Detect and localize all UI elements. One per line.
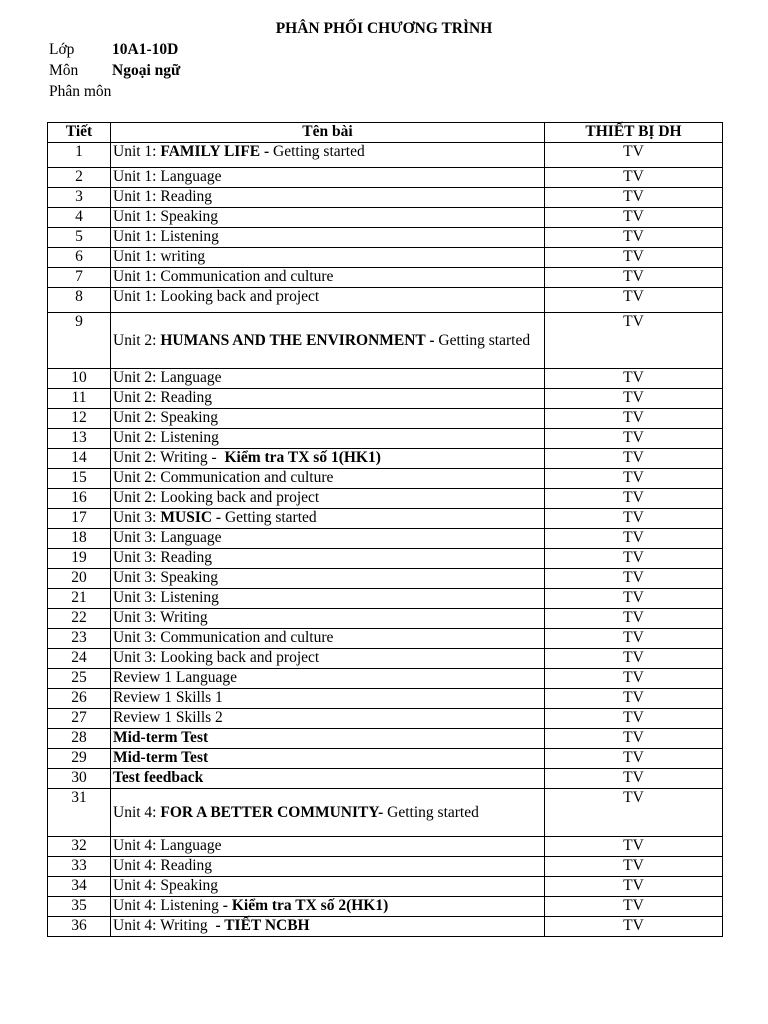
lesson-name [111,569,545,589]
lesson-name [111,143,545,168]
table-row [48,689,723,709]
period-number: 24 [48,649,111,669]
table-row [48,188,723,208]
lesson-name [111,917,545,937]
equipment: TV [545,143,723,168]
lesson-name [111,268,545,288]
period-number: 2 [48,168,111,188]
period-number: 26 [48,689,111,709]
equipment: TV [545,877,723,897]
lesson-name-part: Unit 2: Looking back and project [113,489,320,506]
lesson-name-part: Unit 3: Language [113,529,222,546]
period-number: 16 [48,489,111,509]
table-row [48,897,723,917]
table-row [48,917,723,937]
table-body [48,143,723,937]
equipment: TV [545,789,723,837]
lesson-name [111,589,545,609]
table-row [48,649,723,669]
equipment: TV [545,629,723,649]
lesson-name [111,877,545,897]
equipment: TV [545,857,723,877]
header-lesson: Tên bài [111,123,545,143]
lesson-name-part: Mid-term Test [113,729,209,746]
lesson-name [111,789,545,837]
meta-subject-value: Ngoại ngữ [112,62,181,79]
lesson-name-part: Kiểm tra TX số 1(HK1) [224,449,381,466]
lesson-name [111,409,545,429]
lesson-name [111,369,545,389]
equipment: TV [545,369,723,389]
period-number: 18 [48,529,111,549]
table-row [48,877,723,897]
lesson-name [111,609,545,629]
period-number: 25 [48,669,111,689]
lesson-name-part: Unit 2: Listening [113,429,219,446]
table-row [48,589,723,609]
table-row [48,569,723,589]
table-row [48,669,723,689]
table-row [48,709,723,729]
equipment: TV [545,168,723,188]
equipment: TV [545,917,723,937]
lesson-name [111,248,545,268]
lesson-name-part: Unit 2: Speaking [113,409,219,426]
period-number: 22 [48,609,111,629]
period-number: 14 [48,449,111,469]
table-row [48,857,723,877]
lesson-name [111,208,545,228]
lesson-name [111,749,545,769]
lesson-name [111,549,545,569]
meta-class-label: Lớp [49,41,75,58]
lesson-name-part: Unit 2: Writing - [113,449,225,466]
header-period: Tiết [48,123,111,143]
equipment: TV [545,248,723,268]
table-row [48,143,723,168]
table-header-row [48,123,723,143]
period-number: 9 [48,313,111,369]
period-number: 11 [48,389,111,409]
table-row [48,228,723,248]
equipment: TV [545,409,723,429]
period-number: 35 [48,897,111,917]
lesson-name-part: HUMANS AND THE ENVIRONMENT - [160,331,439,349]
lesson-name [111,857,545,877]
lesson-name-part: Review 1 Skills 1 [113,689,223,706]
equipment: TV [545,749,723,769]
equipment: TV [545,188,723,208]
equipment: TV [545,769,723,789]
equipment: TV [545,449,723,469]
lesson-name-part: FOR A BETTER COMMUNITY- [160,803,388,821]
period-number: 19 [48,549,111,569]
table-row [48,268,723,288]
lesson-name-part: Getting started [273,143,365,160]
period-number: 3 [48,188,111,208]
lesson-name-part: Unit 2: [113,331,161,349]
lesson-name-part: Unit 1: Communication and culture [113,268,334,285]
table-row [48,729,723,749]
lesson-name-part: Unit 1: writing [113,248,206,265]
lesson-name-part: - TIẾT NCBH [215,917,310,934]
period-number: 6 [48,248,111,268]
equipment: TV [545,288,723,313]
period-number: 12 [48,409,111,429]
period-number: 29 [48,749,111,769]
period-number: 1 [48,143,111,168]
table-row [48,789,723,837]
lesson-name [111,837,545,857]
lesson-name-part: Unit 3: [113,509,161,526]
lesson-name [111,897,545,917]
table-row [48,629,723,649]
equipment: TV [545,729,723,749]
curriculum-table [47,122,723,937]
period-number: 27 [48,709,111,729]
lesson-name-part: Unit 3: Reading [113,549,213,566]
lesson-name-part: FAMILY LIFE - [160,143,274,160]
table-row [48,469,723,489]
lesson-name-part: Unit 4: Writing [113,917,216,934]
meta-subsubject [49,82,112,102]
table-row [48,369,723,389]
lesson-name-part: Getting started [387,803,479,821]
document-title: PHÂN PHỐI CHƯƠNG TRÌNH [275,20,493,37]
meta-subsubject-label: Phân môn [49,83,112,100]
equipment: TV [545,313,723,369]
period-number: 32 [48,837,111,857]
lesson-name [111,449,545,469]
lesson-name [111,313,545,369]
lesson-name-part: Unit 4: Reading [113,857,213,874]
table-row [48,288,723,313]
equipment: TV [545,589,723,609]
lesson-name-part: Unit 2: Language [113,369,222,386]
lesson-name-part: Unit 1: Listening [113,228,219,245]
period-number: 30 [48,769,111,789]
lesson-name [111,509,545,529]
lesson-name [111,188,545,208]
table-row [48,749,723,769]
period-number: 33 [48,857,111,877]
table-row [48,549,723,569]
equipment: TV [545,228,723,248]
lesson-name-part: Review 1 Language [113,669,237,686]
lesson-name [111,629,545,649]
lesson-name-part: Unit 3: Writing [113,609,208,626]
table-row [48,248,723,268]
table-row [48,208,723,228]
lesson-name [111,469,545,489]
equipment: TV [545,649,723,669]
lesson-name-part: Unit 4: [113,803,161,821]
equipment: TV [545,609,723,629]
table-row [48,837,723,857]
equipment: TV [545,569,723,589]
lesson-name-part: Mid-term Test [113,749,209,766]
lesson-name-part: Test feedback [113,769,204,786]
lesson-name-part: - Kiểm tra TX số 2(HK1) [222,897,389,914]
lesson-name-part: Unit 2: Reading [113,389,213,406]
lesson-name-part: Review 1 Skills 2 [113,709,223,726]
period-number: 4 [48,208,111,228]
lesson-name [111,168,545,188]
table-row [48,313,723,369]
lesson-name [111,709,545,729]
equipment: TV [545,897,723,917]
lesson-name-part: Unit 1: Language [113,168,222,185]
table-row [48,529,723,549]
lesson-name [111,669,545,689]
period-number: 31 [48,789,111,837]
period-number: 15 [48,469,111,489]
equipment: TV [545,469,723,489]
lesson-name-part: Unit 4: Listening [113,897,223,914]
lesson-name [111,729,545,749]
period-number: 20 [48,569,111,589]
equipment: TV [545,489,723,509]
lesson-name-part: Unit 3: Looking back and project [113,649,320,666]
meta-class [49,40,178,60]
table-row [48,509,723,529]
period-number: 23 [48,629,111,649]
period-number: 5 [48,228,111,248]
lesson-name [111,489,545,509]
period-number: 34 [48,877,111,897]
meta-subject-label: Môn [49,62,79,79]
table-row [48,489,723,509]
equipment: TV [545,837,723,857]
header-equipment: THIẾT BỊ DH [545,123,723,143]
table-row [48,409,723,429]
period-number: 28 [48,729,111,749]
lesson-name-part: Unit 3: Listening [113,589,219,606]
lesson-name-part: Unit 1: Speaking [113,208,219,225]
period-number: 8 [48,288,111,313]
period-number: 36 [48,917,111,937]
lesson-name [111,649,545,669]
meta-subject [49,61,180,81]
lesson-name-part: Unit 2: Communication and culture [113,469,334,486]
period-number: 17 [48,509,111,529]
lesson-name [111,529,545,549]
equipment: TV [545,429,723,449]
period-number: 21 [48,589,111,609]
lesson-name [111,288,545,313]
equipment: TV [545,709,723,729]
equipment: TV [545,509,723,529]
equipment: TV [545,268,723,288]
table-row [48,609,723,629]
lesson-name-part: MUSIC - [160,509,225,526]
lesson-name [111,769,545,789]
lesson-name-part: Getting started [438,331,531,349]
lesson-name-part: Unit 1: [113,143,161,160]
period-number: 7 [48,268,111,288]
lesson-name [111,389,545,409]
equipment: TV [545,549,723,569]
meta-class-value: 10A1-10D [112,41,179,58]
equipment: TV [545,669,723,689]
lesson-name [111,689,545,709]
equipment: TV [545,689,723,709]
lesson-name-part: Unit 1: Reading [113,188,213,205]
lesson-name [111,228,545,248]
equipment: TV [545,529,723,549]
lesson-name-part: Getting started [224,509,317,526]
table-row [48,429,723,449]
lesson-name-part: Unit 1: Looking back and project [113,288,320,305]
table-row [48,449,723,469]
period-number: 10 [48,369,111,389]
lesson-name-part: Unit 3: Speaking [113,569,219,586]
lesson-name-part: Unit 3: Communication and culture [113,629,334,646]
table-row [48,769,723,789]
lesson-name-part: Unit 4: Language [113,837,222,854]
period-number: 13 [48,429,111,449]
equipment: TV [545,389,723,409]
equipment: TV [545,208,723,228]
table-row [48,168,723,188]
table-row [48,389,723,409]
lesson-name-part: Unit 4: Speaking [113,877,219,894]
lesson-name [111,429,545,449]
